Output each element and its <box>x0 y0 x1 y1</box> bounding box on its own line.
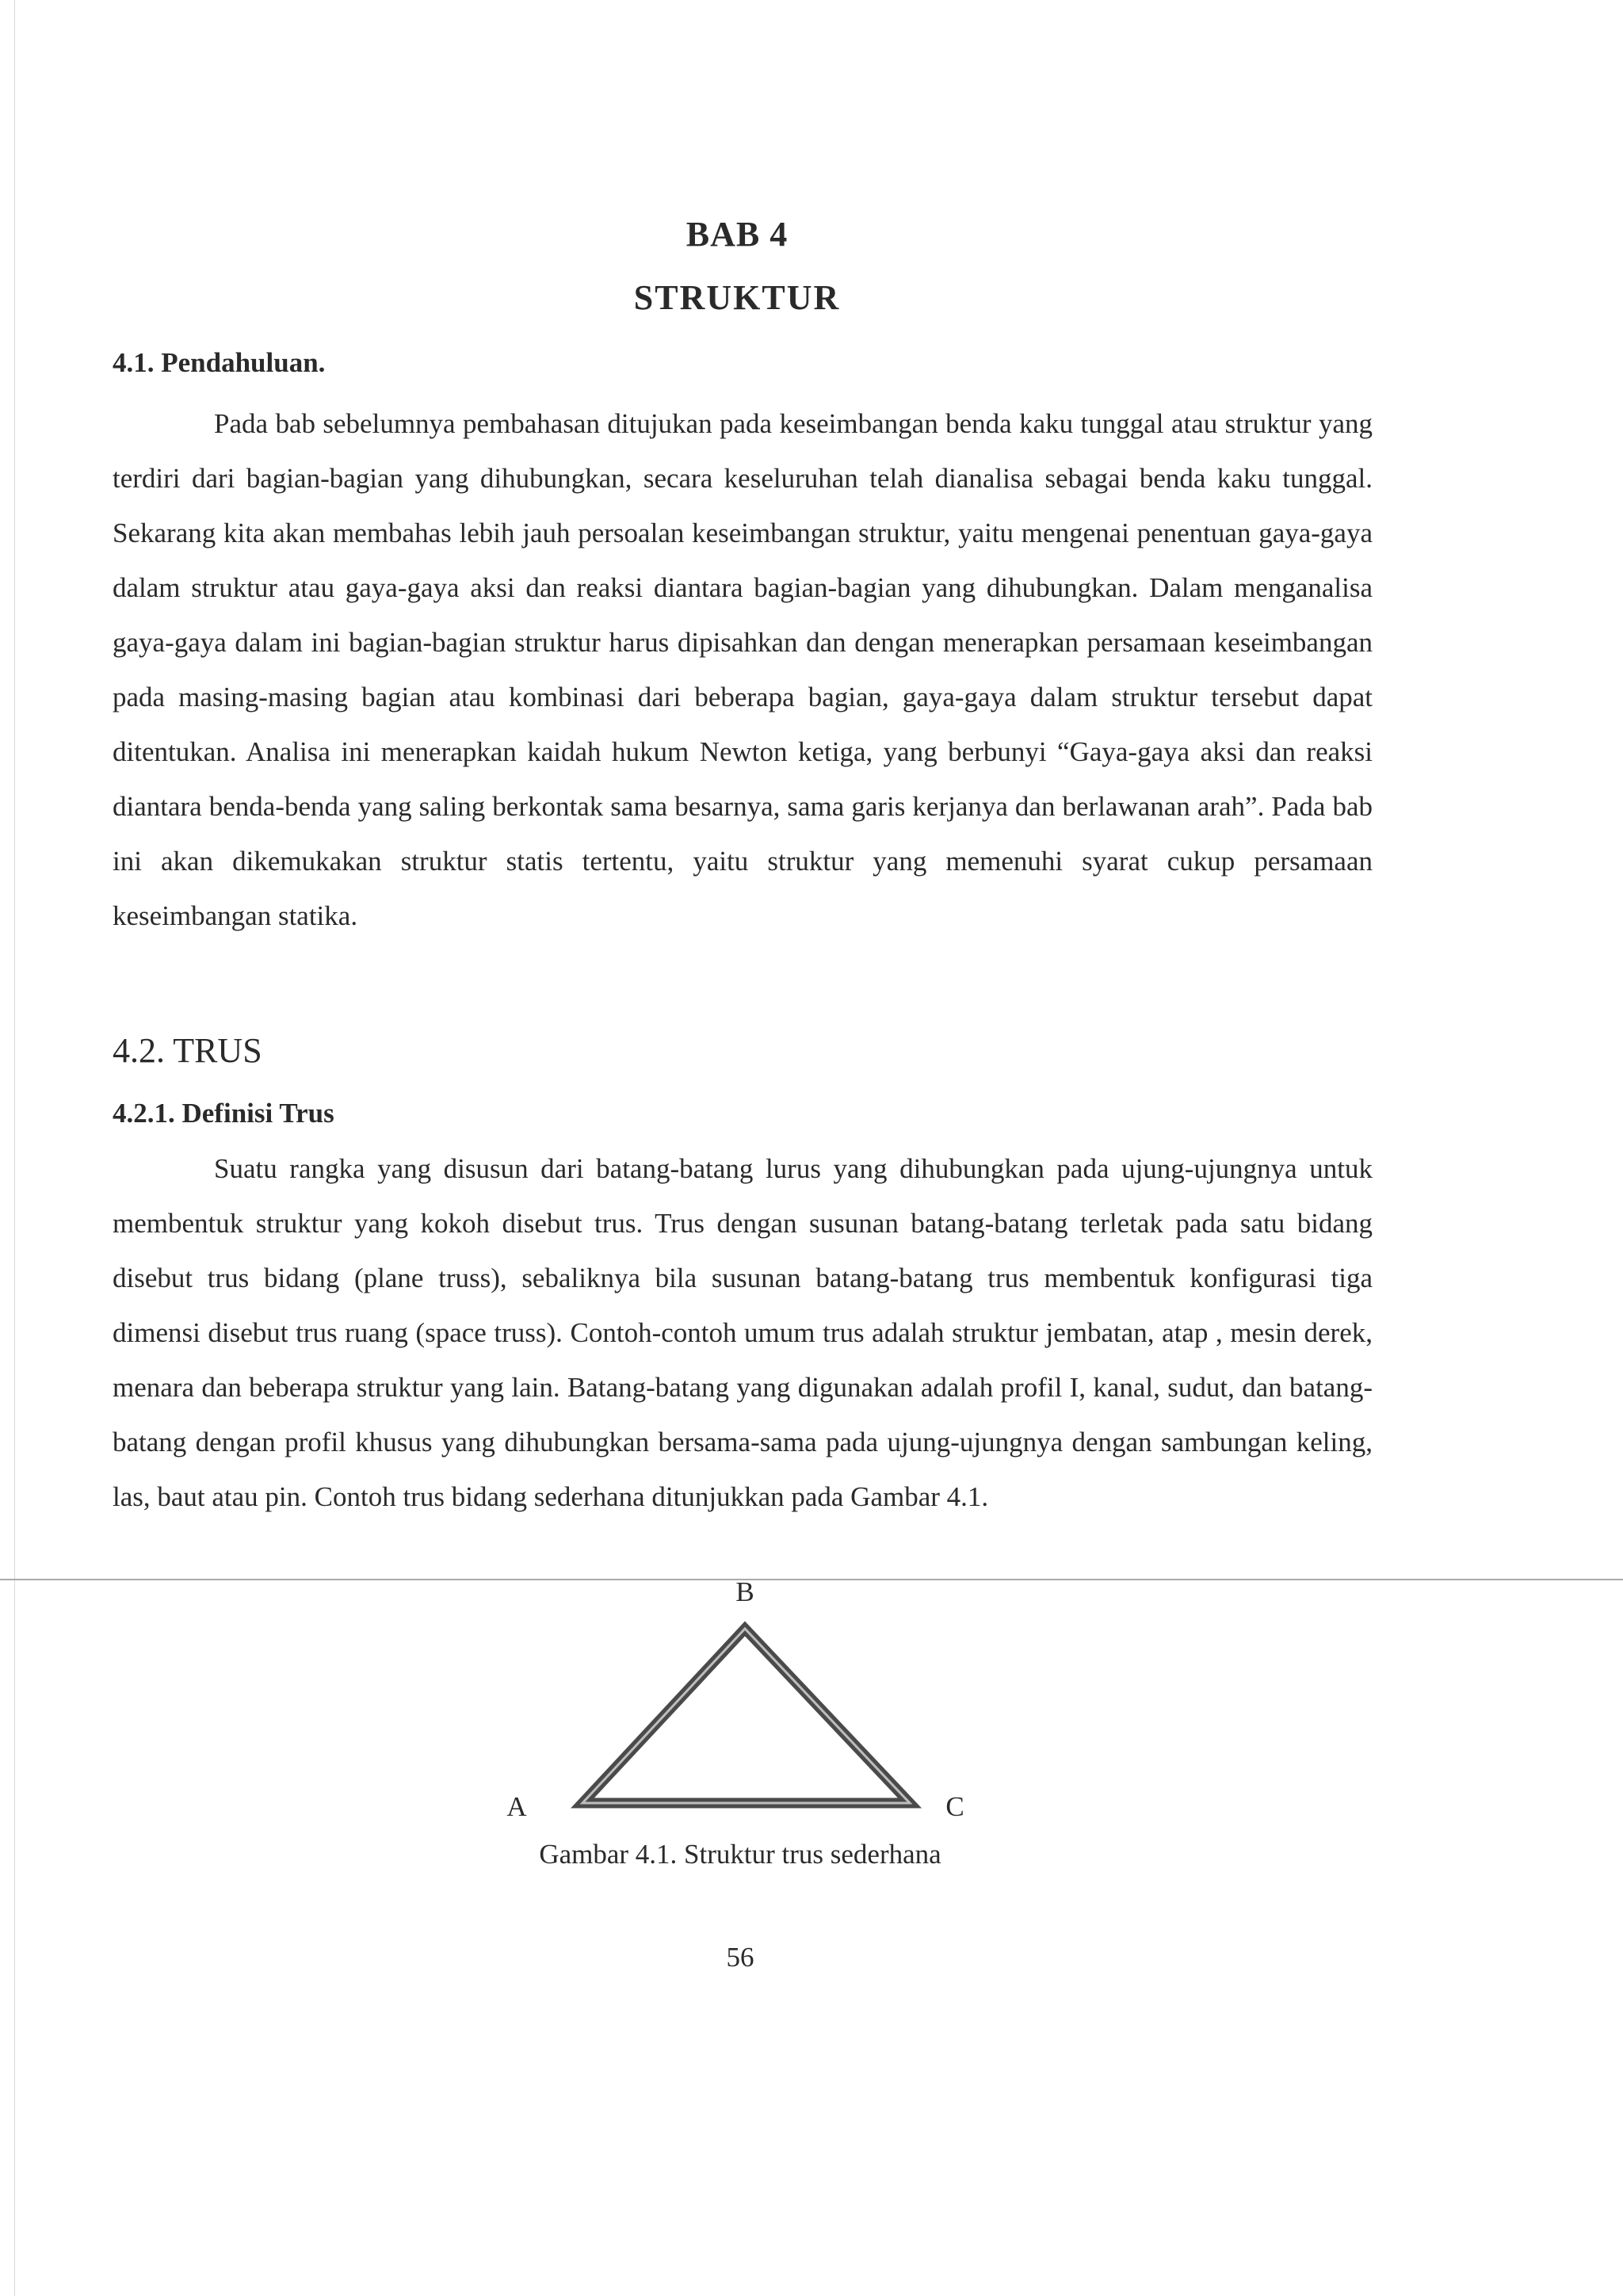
figure-caption: Gambar 4.1. Struktur trus sederhana <box>539 1839 941 1870</box>
truss-triangle-inner-highlight <box>582 1629 910 1803</box>
introduction-paragraph: Pada bab sebelumnya pembahasan ditujukan pada keseimbangan benda kaku tunggal atau struktur yang terdiri dari bagian-bagian yang dihubungkan, secara keseluruhan telah dianalisa sebagai benda kaku tunggal. Sekarang kita akan membahas lebih jauh persoalan keseimbangan struktur, yaitu mengenai penentuan gaya-gaya dalam struktur atau gaya-gaya aksi dan reaksi diantara bagian-bagian yang dihubungkan. Dalam menganalisa gaya-gaya dalam ini bagian-bagian struktur harus dipisahkan dan dengan menerapkan persamaan keseimbangan pada masing-masing bagian atau kombinasi dari beberapa bagian, gaya-gaya dalam struktur tersebut dapat ditentukan. Analisa ini menerapkan kaidah hukum Newton ketiga, yang berbunyi “Gaya-gaya aksi dan reaksi diantara benda-benda yang saling berkontak sama besarnya, sama garis kerjanya dan berlawanan arah”. Pada bab ini akan dikemukakan struktur statis tertentu, yaitu struktur yang memenuhi syarat cukup persamaan keseimbangan statika. <box>113 408 1373 931</box>
subsection-heading-definition: 4.2.1. Definisi Trus <box>113 1098 334 1129</box>
truss-diagram <box>475 1573 1030 1827</box>
node-label-a: A <box>506 1791 527 1822</box>
section-heading-introduction: 4.1. Pendahuluan. <box>113 347 326 378</box>
node-label-b: B <box>735 1576 754 1607</box>
chapter-title: STRUKTUR <box>633 278 841 317</box>
truss-triangle <box>582 1629 910 1803</box>
definition-paragraph: Suatu rangka yang disusun dari batang-batang lurus yang dihubungkan pada ujung-ujungnya untuk membentuk struktur yang kokoh disebut trus. Trus dengan susunan batang-batang terletak pada satu bidang disebut trus bidang (plane truss), sebaliknya bila susunan batang-batang trus membentuk konfigurasi tiga dimensi disebut trus ruang (space truss). Contoh-contoh umum trus adalah struktur jembatan, atap , mesin derek, menara dan beberapa struktur yang lain. Batang-batang yang digunakan adalah profil I, kanal, sudut, dan batang-batang dengan profil khusus yang dihubungkan bersama-sama pada ujung-ujungnya dengan sambungan keling, las, baut atau pin. Contoh trus bidang sederhana ditunjukkan pada Gambar 4.1. <box>113 1153 1373 1512</box>
section-heading-trus: 4.2. TRUS <box>113 1031 262 1070</box>
node-label-c: C <box>945 1791 964 1822</box>
chapter-number: BAB 4 <box>685 215 789 254</box>
page-number: 56 <box>726 1942 754 1973</box>
